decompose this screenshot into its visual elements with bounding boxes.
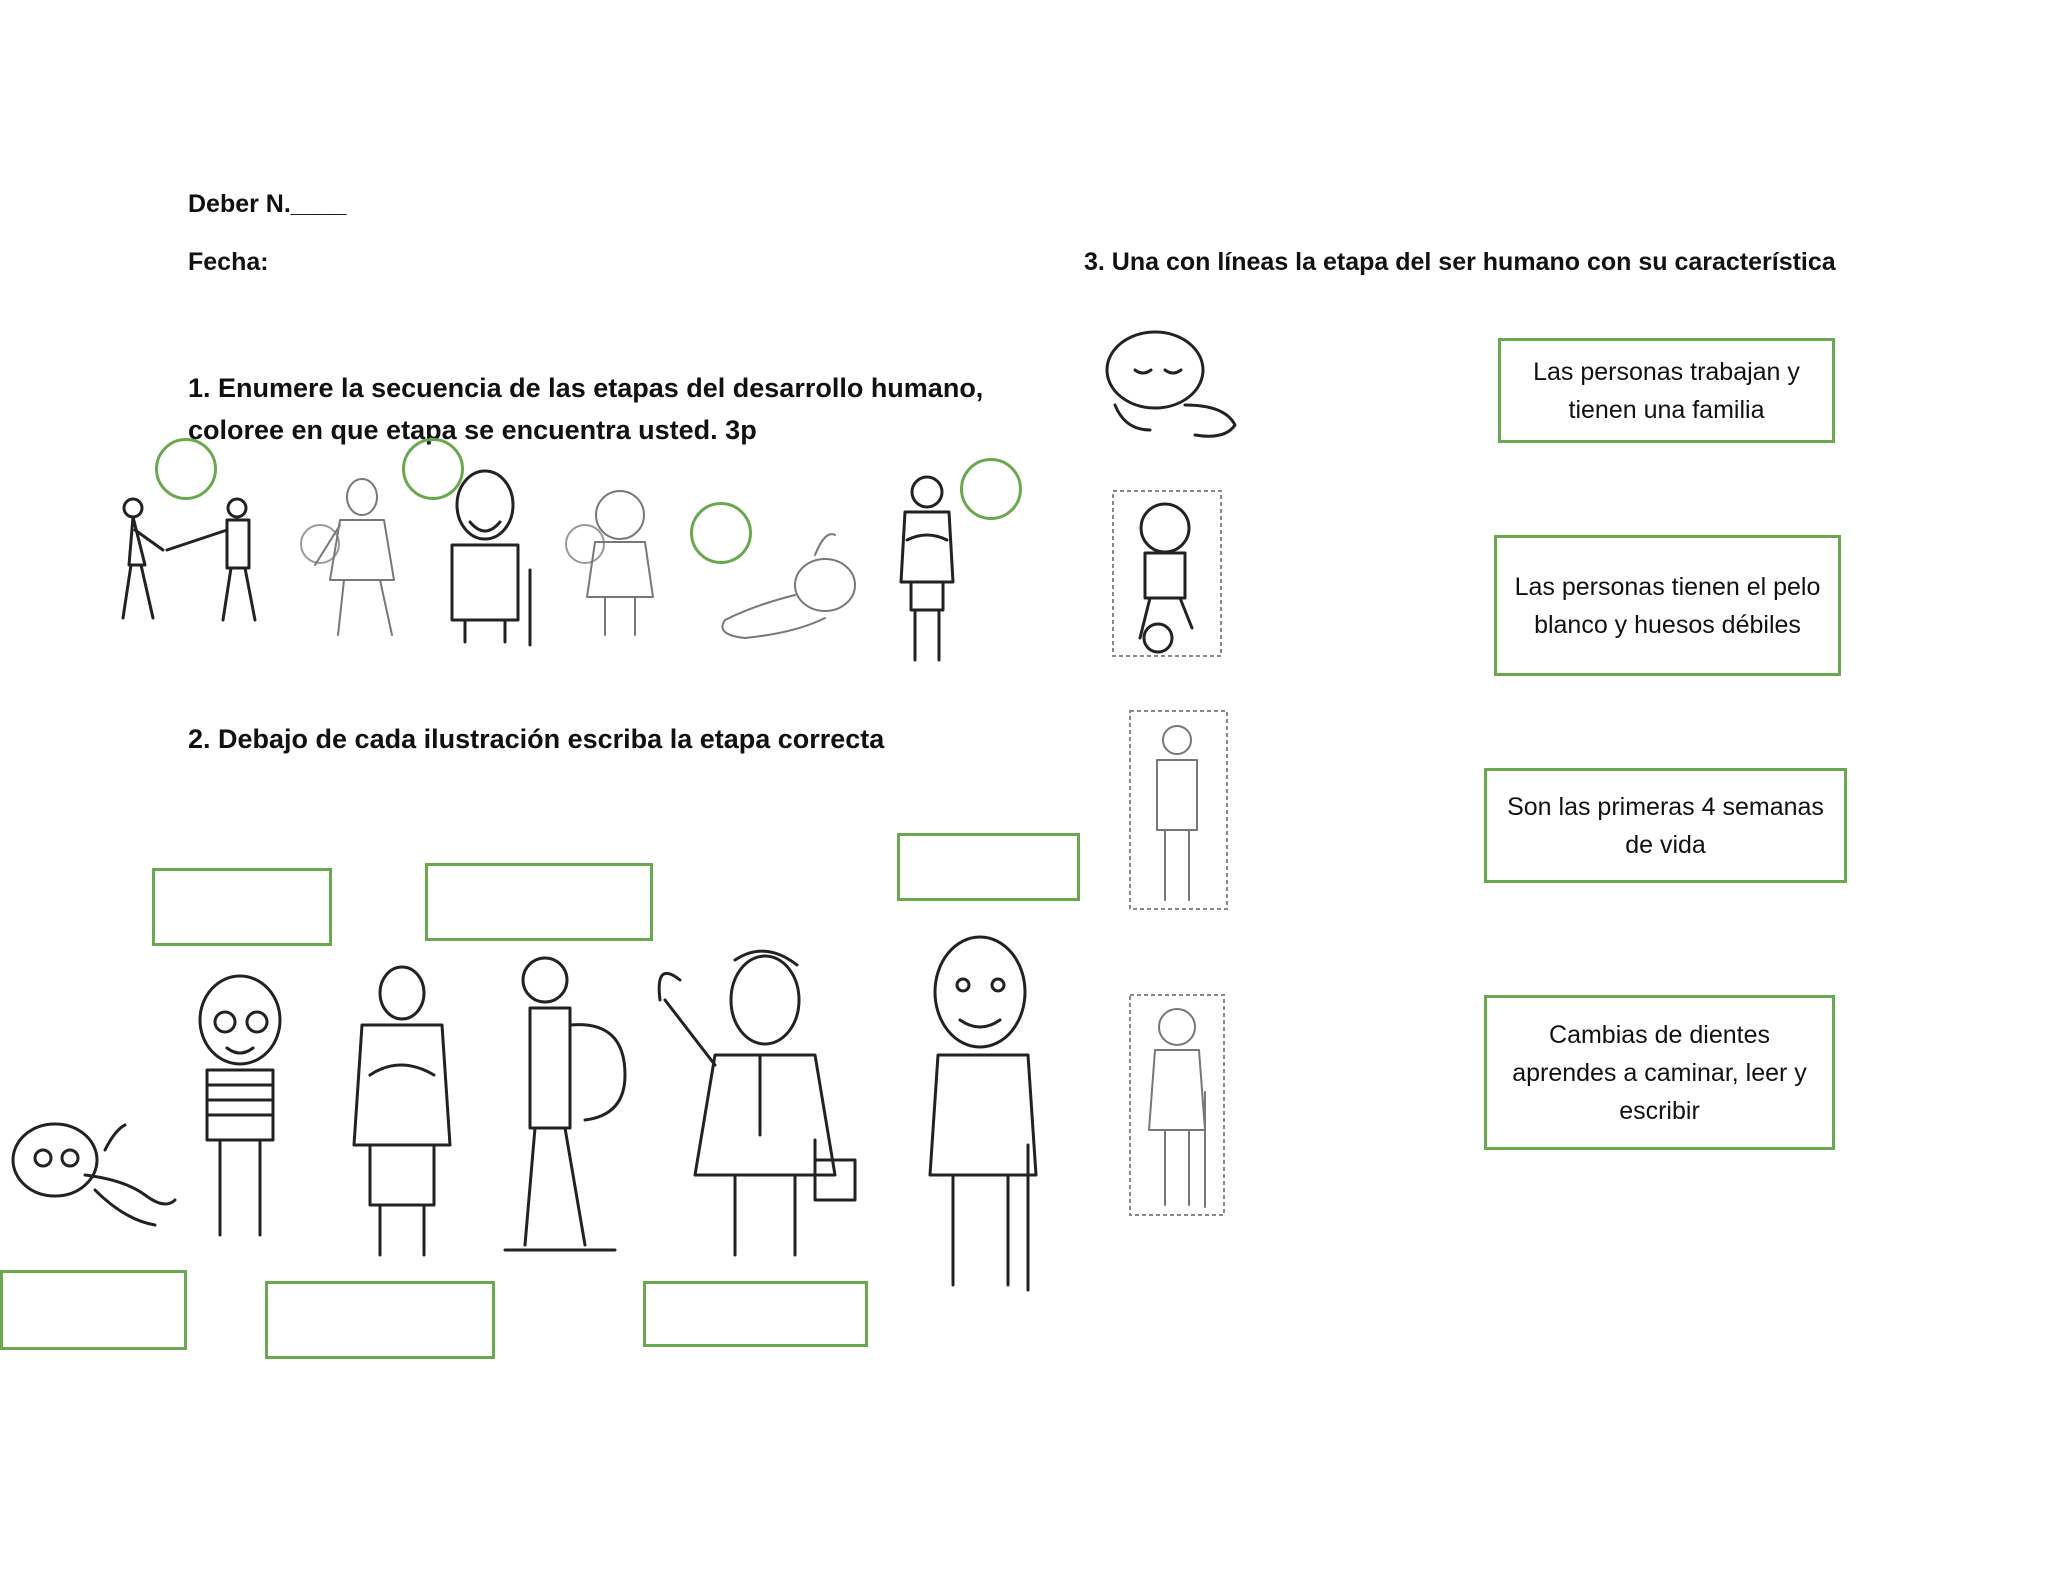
question-1 bbox=[188, 367, 1088, 451]
elderly-man-icon bbox=[918, 930, 1048, 1300]
baby-icon bbox=[5, 1110, 180, 1245]
teen-boy-icon bbox=[340, 955, 465, 1265]
characteristic-card-4[interactable] bbox=[1484, 995, 1835, 1150]
teen-student-icon bbox=[495, 950, 640, 1260]
q3-sleeping-baby-icon bbox=[1095, 325, 1250, 440]
characteristic-card-1-text: Las personas trabajan y tienen una familia bbox=[1533, 357, 1800, 424]
answer-box-6[interactable] bbox=[643, 1281, 868, 1347]
answer-box-4[interactable] bbox=[0, 1270, 187, 1350]
characteristic-card-3[interactable] bbox=[1484, 768, 1847, 883]
elderly-woman-icon bbox=[1127, 992, 1227, 1219]
answer-box-2[interactable] bbox=[425, 863, 653, 941]
characteristic-card-1[interactable] bbox=[1498, 338, 1835, 443]
answer-box-5[interactable] bbox=[265, 1281, 495, 1359]
characteristic-card-2[interactable] bbox=[1494, 535, 1841, 676]
sleeping-baby-icon bbox=[705, 525, 875, 655]
date-label: Fecha: bbox=[188, 248, 269, 276]
adult-man-icon bbox=[300, 475, 415, 640]
characteristic-card-3-text: Son las primeras 4 semanas de vida bbox=[1507, 792, 1824, 859]
teen-couple-icon bbox=[105, 490, 285, 640]
question-1-line-2: coloree en que etapa se encuentra usted. 3p bbox=[188, 415, 757, 445]
homework-number: Deber N.____ bbox=[188, 190, 347, 218]
question-3: 3. Una con líneas la etapa del ser humano con su característica bbox=[1084, 248, 1836, 276]
answer-box-1[interactable] bbox=[152, 868, 332, 946]
characteristic-card-2-text: Las personas tienen el pelo blanco y huesos débiles bbox=[1514, 572, 1821, 639]
q3-adult-man-icon bbox=[1127, 708, 1230, 913]
child-girl-icon bbox=[565, 480, 675, 640]
characteristic-card-4-text: Cambias de dientes aprendes a caminar, leer y escribir bbox=[1512, 1020, 1807, 1125]
child-soccer-icon bbox=[1110, 488, 1225, 660]
child-boy-icon bbox=[185, 970, 295, 1245]
grandfather-icon bbox=[430, 460, 545, 650]
answer-box-3[interactable] bbox=[897, 833, 1080, 901]
adult-businessman-icon bbox=[645, 940, 860, 1270]
question-2: 2. Debajo de cada ilustración escriba la etapa correcta bbox=[188, 724, 885, 754]
question-1-line-1: 1. Enumere la secuencia de las etapas del desarrollo humano, bbox=[188, 373, 984, 403]
young-boy-icon bbox=[885, 470, 970, 670]
